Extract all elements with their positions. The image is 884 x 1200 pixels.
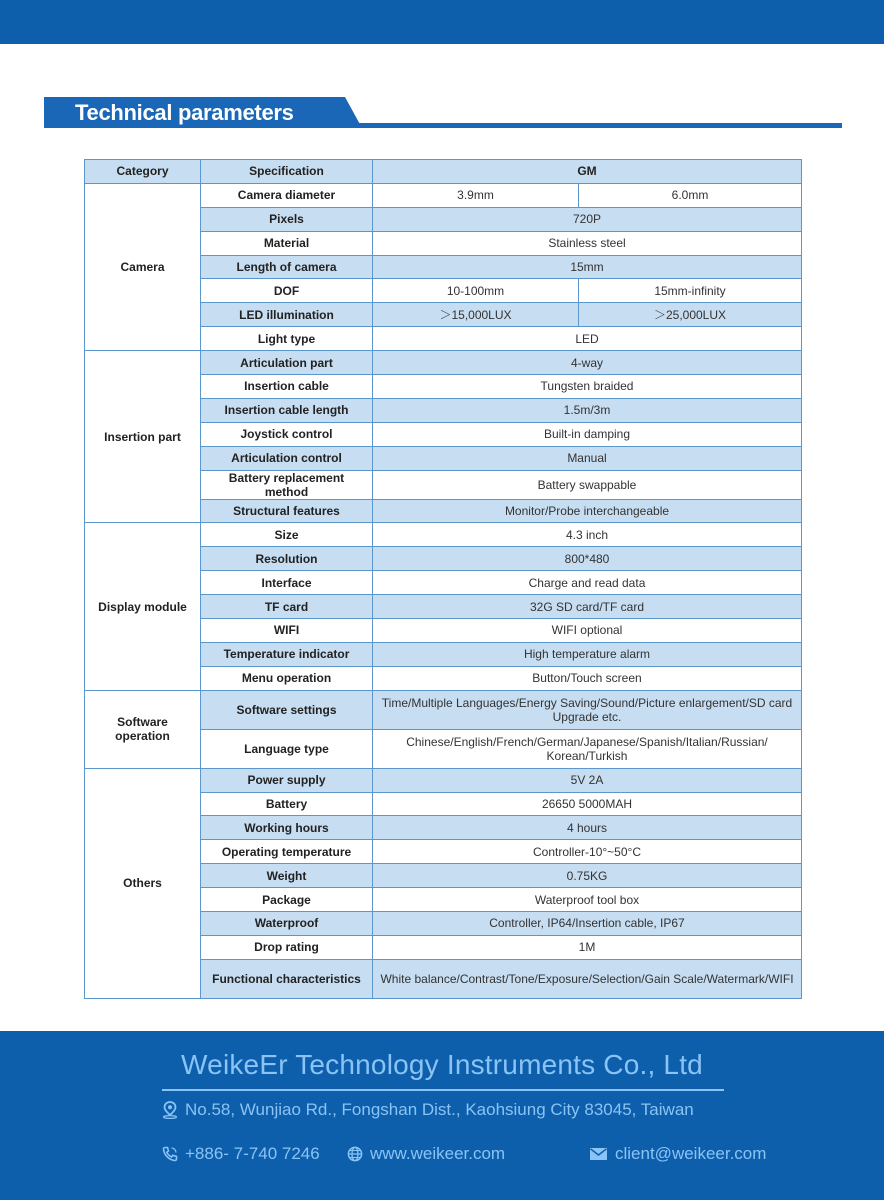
spec-name-cell: Joystick control bbox=[201, 422, 373, 446]
spec-name-cell: Material bbox=[201, 231, 373, 255]
spec-value-cell: 3.9mm bbox=[373, 183, 579, 207]
phone-line bbox=[162, 1144, 320, 1164]
spec-value-cell: 10-100mm bbox=[373, 279, 579, 303]
spec-value-cell: Button/Touch screen bbox=[373, 666, 802, 690]
spec-name-cell: Software settings bbox=[201, 690, 373, 729]
spec-value-cell: Waterproof tool box bbox=[373, 888, 802, 912]
spec-name-cell: Resolution bbox=[201, 547, 373, 571]
spec-name-cell: WIFI bbox=[201, 619, 373, 643]
envelope-icon bbox=[589, 1147, 608, 1161]
spec-value-cell: High temperature alarm bbox=[373, 642, 802, 666]
category-cell: Camera bbox=[85, 183, 201, 350]
address-line bbox=[162, 1100, 694, 1120]
table-row bbox=[85, 183, 802, 207]
spec-value-cell: Battery swappable bbox=[373, 470, 802, 499]
section-header bbox=[44, 97, 844, 131]
spec-value-cell: 800*480 bbox=[373, 547, 802, 571]
spec-name-cell: Drop rating bbox=[201, 935, 373, 959]
spec-name-cell: LED illumination bbox=[201, 303, 373, 327]
table-row bbox=[85, 768, 802, 792]
table-row bbox=[85, 351, 802, 375]
spec-name-cell: Temperature indicator bbox=[201, 642, 373, 666]
company-underline bbox=[162, 1089, 724, 1091]
location-pin-icon bbox=[162, 1101, 178, 1119]
table-row bbox=[85, 523, 802, 547]
spec-value-cell: White balance/Contrast/Tone/Exposure/Selection/Gain Scale/Watermark/WIFI bbox=[373, 959, 802, 998]
spec-name-cell: DOF bbox=[201, 279, 373, 303]
category-cell: Software operation bbox=[85, 690, 201, 768]
spec-value-cell: Chinese/English/French/German/Japanese/Spanish/Italian/Russian/ Korean/Turkish bbox=[373, 729, 802, 768]
spec-name-cell: Power supply bbox=[201, 768, 373, 792]
spec-value-cell: WIFI optional bbox=[373, 619, 802, 643]
top-banner bbox=[0, 0, 884, 44]
spec-value-cell: Time/Multiple Languages/Energy Saving/Sound/Picture enlargement/SD card Upgrade etc. bbox=[373, 690, 802, 729]
header-category: Category bbox=[85, 160, 201, 184]
table-header-row bbox=[85, 160, 802, 184]
spec-value-cell: 0.75KG bbox=[373, 864, 802, 888]
spec-name-cell: Interface bbox=[201, 571, 373, 595]
spec-value-cell: 1M bbox=[373, 935, 802, 959]
section-underline bbox=[344, 123, 842, 128]
spec-name-cell: TF card bbox=[201, 595, 373, 619]
spec-name-cell: Articulation part bbox=[201, 351, 373, 375]
spec-name-cell: Battery bbox=[201, 792, 373, 816]
email-line bbox=[589, 1144, 766, 1164]
category-cell: Insertion part bbox=[85, 351, 201, 523]
website-link[interactable]: www.weikeer.com bbox=[370, 1144, 506, 1163]
header-specification: Specification bbox=[201, 160, 373, 184]
spec-value-cell: Monitor/Probe interchangeable bbox=[373, 499, 802, 523]
phone-text[interactable]: +886- 7-740 7246 bbox=[185, 1144, 320, 1163]
section-title: Technical parameters bbox=[75, 100, 294, 125]
company-name: WeikeEr Technology Instruments Co., Ltd bbox=[181, 1049, 703, 1080]
spec-name-cell: Battery replacement method bbox=[201, 470, 373, 499]
spec-table bbox=[84, 159, 802, 999]
spec-value-cell: Tungsten braided bbox=[373, 375, 802, 399]
spec-value-cell: 4 hours bbox=[373, 816, 802, 840]
spec-value-cell: 15mm-infinity bbox=[579, 279, 802, 303]
header-model: GM bbox=[373, 160, 802, 184]
spec-value-cell: Controller-10°~50°C bbox=[373, 840, 802, 864]
spec-name-cell: Functional characteristics bbox=[201, 959, 373, 998]
spec-value-cell: Manual bbox=[373, 446, 802, 470]
spec-name-cell: Operating temperature bbox=[201, 840, 373, 864]
spec-name-cell: Length of camera bbox=[201, 255, 373, 279]
phone-icon bbox=[162, 1146, 178, 1162]
spec-value-cell: 720P bbox=[373, 207, 802, 231]
spec-value-cell: Charge and read data bbox=[373, 571, 802, 595]
website-line bbox=[347, 1144, 505, 1164]
spec-value-cell: 15mm bbox=[373, 255, 802, 279]
address-text: No.58, Wunjiao Rd., Fongshan Dist., Kaohsiung City 83045, Taiwan bbox=[185, 1100, 694, 1119]
spec-name-cell: Insertion cable length bbox=[201, 398, 373, 422]
email-link[interactable]: client@weikeer.com bbox=[615, 1144, 767, 1163]
spec-name-cell: Structural features bbox=[201, 499, 373, 523]
spec-name-cell: Menu operation bbox=[201, 666, 373, 690]
spec-name-cell: Camera diameter bbox=[201, 183, 373, 207]
spec-name-cell: Weight bbox=[201, 864, 373, 888]
spec-name-cell: Articulation control bbox=[201, 446, 373, 470]
spec-name-cell: Waterproof bbox=[201, 912, 373, 936]
category-cell: Display module bbox=[85, 523, 201, 690]
spec-name-cell: Size bbox=[201, 523, 373, 547]
spec-value-cell: Controller, IP64/Insertion cable, IP67 bbox=[373, 912, 802, 936]
table-row bbox=[85, 690, 802, 729]
spec-value-cell: 4.3 inch bbox=[373, 523, 802, 547]
spec-name-cell: Insertion cable bbox=[201, 375, 373, 399]
spec-value-cell: 6.0mm bbox=[579, 183, 802, 207]
globe-icon bbox=[347, 1146, 363, 1162]
spec-value-cell: 26650 5000MAH bbox=[373, 792, 802, 816]
spec-value-cell: ＞25,000LUX bbox=[579, 303, 802, 327]
spec-name-cell: Language type bbox=[201, 729, 373, 768]
spec-value-cell: ＞15,000LUX bbox=[373, 303, 579, 327]
spec-name-cell: Pixels bbox=[201, 207, 373, 231]
spec-value-cell: LED bbox=[373, 327, 802, 351]
spec-value-cell: 4-way bbox=[373, 351, 802, 375]
spec-table-body bbox=[85, 183, 802, 998]
spec-value-cell: 5V 2A bbox=[373, 768, 802, 792]
category-cell: Others bbox=[85, 768, 201, 998]
spec-value-cell: 32G SD card/TF card bbox=[373, 595, 802, 619]
spec-value-cell: Stainless steel bbox=[373, 231, 802, 255]
spec-value-cell: 1.5m/3m bbox=[373, 398, 802, 422]
spec-name-cell: Light type bbox=[201, 327, 373, 351]
spec-value-cell: Built-in damping bbox=[373, 422, 802, 446]
spec-name-cell: Working hours bbox=[201, 816, 373, 840]
spec-name-cell: Package bbox=[201, 888, 373, 912]
